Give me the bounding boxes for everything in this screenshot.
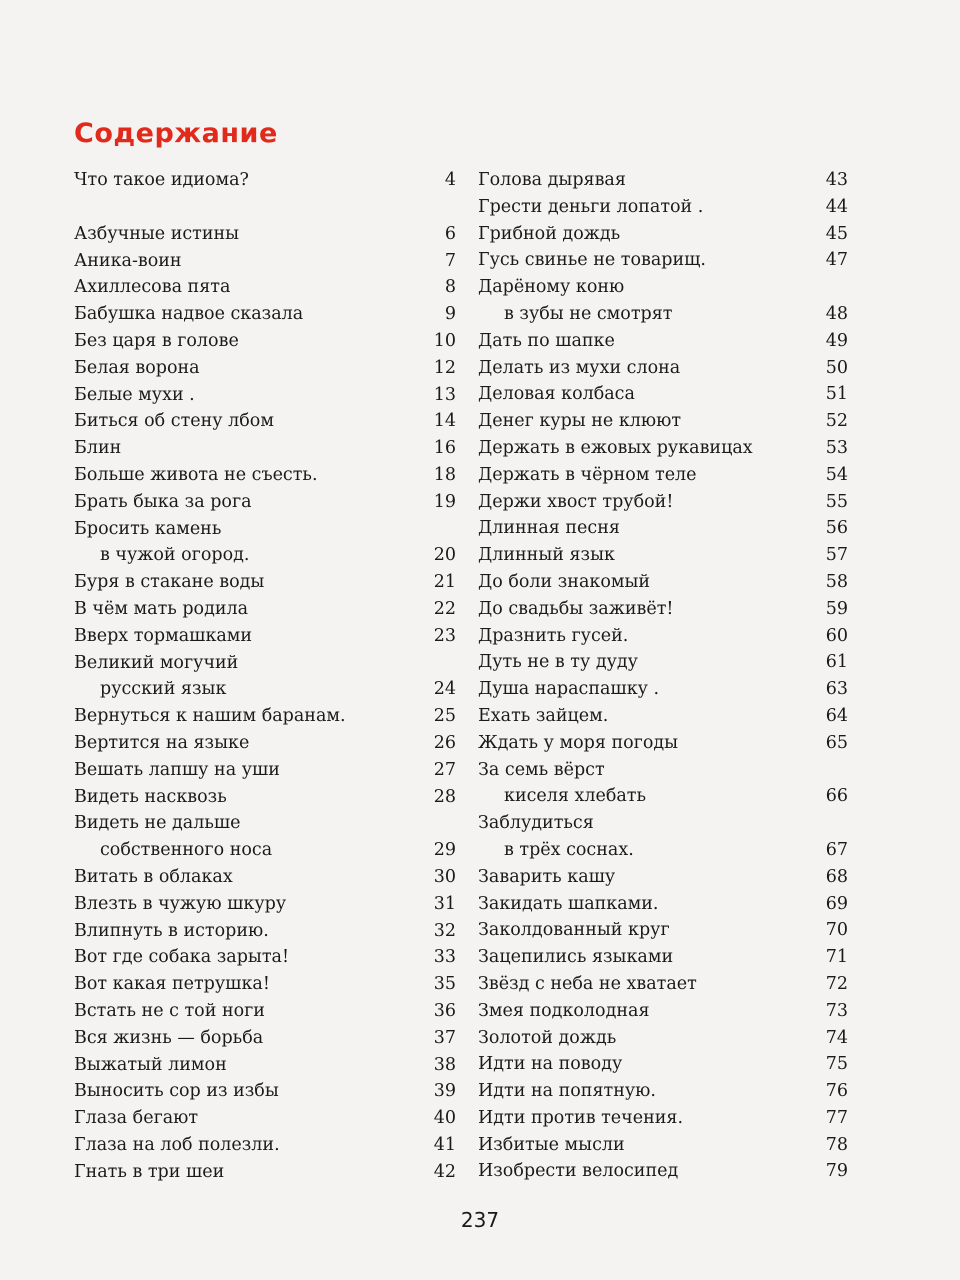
toc-entry-title: Заколдованный круг: [478, 920, 670, 941]
toc-entry: [478, 810, 848, 837]
toc-entry-page: 7: [444, 250, 456, 271]
toc-entry-title: Звёзд с неба не хватает: [478, 973, 697, 994]
toc-entry-page: 56: [825, 518, 848, 539]
toc-entry-page: 57: [825, 545, 848, 566]
toc-entry-page: 25: [433, 706, 456, 727]
toc-entry-page: 78: [825, 1134, 848, 1155]
toc-entry: [478, 194, 848, 221]
toc-entry: [74, 971, 456, 998]
toc-entry-title: Дать по шапке: [478, 330, 615, 351]
toc-entry: [74, 489, 456, 516]
toc-entry-title: Биться об стену лбом: [74, 411, 274, 432]
toc-entry-page: 63: [825, 679, 848, 700]
toc-entry-title: Держать в чёрном теле: [478, 464, 697, 485]
toc-entry-page: 22: [433, 598, 456, 619]
toc-entry-page: 79: [825, 1161, 848, 1182]
toc-entry: [478, 783, 848, 810]
toc-entry-page: 49: [825, 330, 848, 351]
toc-entry-title: Голова дырявая: [478, 170, 626, 190]
toc-entry-page: 47: [825, 250, 848, 271]
toc-entry-page: 60: [825, 625, 848, 646]
toc-entry-title: Вверх тормашками: [74, 625, 253, 646]
toc-entry-title: в зубы не смотрят: [504, 303, 673, 324]
toc-entry-page: 30: [433, 866, 456, 887]
toc-entry: [478, 515, 848, 542]
toc-entry-page: 74: [825, 1027, 848, 1048]
toc-entry-page: 23: [433, 625, 456, 646]
toc-entry-title: Брать быка за рога: [74, 491, 252, 512]
toc-entry-page: 16: [433, 438, 456, 459]
toc-entry: [74, 837, 456, 864]
toc-entry: [478, 167, 848, 194]
toc-entry-page: 31: [433, 893, 456, 914]
toc-entry-page: 70: [825, 920, 848, 941]
toc-entry-page: 68: [825, 866, 848, 887]
toc-entry-page: 55: [825, 491, 848, 512]
toc-entry: [478, 301, 848, 328]
toc-entry-page: 19: [433, 491, 456, 512]
toc-entry-title: До свадьбы заживёт!: [478, 598, 674, 619]
toc-entry-title: Бабушка надвое сказала: [74, 304, 304, 325]
toc-entry-page: 10: [433, 330, 456, 351]
toc-entry-title: Держать в ежовых рукавицах: [478, 437, 753, 458]
toc-entry: [478, 730, 848, 757]
toc-entry: [478, 864, 848, 891]
toc-entry: [478, 247, 848, 274]
toc-entry: [478, 1051, 848, 1078]
toc-entry: [478, 649, 848, 676]
toc-entry: [74, 1159, 456, 1186]
toc-column-left: [74, 167, 456, 1185]
toc-entry-title: Видеть насквозь: [74, 786, 227, 807]
toc-entry: [478, 1078, 848, 1105]
toc-entry-page: 40: [433, 1108, 456, 1129]
toc-entry-page: 58: [825, 571, 848, 592]
toc-entry-page: 66: [825, 786, 848, 807]
toc-entry: [478, 1158, 848, 1185]
toc-entry: [74, 167, 456, 194]
toc-entry-page: 6: [444, 223, 456, 244]
toc-entry-page: 24: [433, 679, 456, 700]
toc-entry-page: 48: [825, 303, 848, 324]
toc-entry-page: 64: [825, 705, 848, 726]
toc-entry-title: русский язык: [100, 679, 227, 700]
toc-entry-title: Дразнить гусей.: [478, 625, 629, 646]
toc-entry-page: 44: [825, 196, 848, 217]
toc-entry-page: 50: [825, 357, 848, 378]
toc-entry: [74, 301, 456, 328]
toc-entry-page: 14: [433, 411, 456, 432]
toc-entry-title: Идти на поводу: [478, 1054, 623, 1075]
toc-entry-title: Буря в стакане воды: [74, 572, 265, 593]
toc-entry: [74, 328, 456, 355]
toc-entry-title: киселя хлебать: [504, 786, 646, 807]
toc-entry: [478, 1105, 848, 1132]
toc-entry: [74, 623, 456, 650]
toc-entry: [74, 462, 456, 489]
toc-entry-title: Идти на попятную.: [478, 1081, 656, 1102]
toc-entry: [74, 891, 456, 918]
toc-entry: [478, 596, 848, 623]
toc-entry: [74, 944, 456, 971]
toc-entry-title: Делать из мухи слона: [478, 357, 681, 378]
toc-entry: [478, 462, 848, 489]
toc-entry-title: Влезть в чужую шкуру: [74, 893, 287, 914]
toc-entry-page: 13: [433, 384, 456, 405]
toc-entry-title: Гнать в три шеи: [74, 1161, 225, 1182]
toc-entry-title: В чём мать родила: [74, 598, 249, 619]
toc-entry-page: 75: [825, 1054, 848, 1075]
toc-entry-page: 52: [825, 411, 848, 432]
toc-entry-title: собственного носа: [100, 840, 273, 861]
toc-entry-title: Витать в облаках: [74, 866, 233, 887]
page-title: Содержание: [74, 118, 278, 149]
toc-entry: [74, 435, 456, 462]
toc-entry-page: 54: [825, 464, 848, 485]
toc-entry: [74, 1105, 456, 1132]
toc-entry: [74, 1052, 456, 1079]
toc-entry-title: Вертится на языке: [74, 732, 250, 753]
toc-entry-title: Душа нараспашку .: [478, 679, 660, 700]
toc-entry-page: 42: [433, 1161, 456, 1182]
toc-entry: [478, 355, 848, 382]
toc-entry: [478, 891, 848, 918]
toc-entry: [478, 757, 848, 784]
toc-entry-page: 12: [433, 357, 456, 378]
toc-entry: [74, 703, 456, 730]
toc-entry: [478, 489, 848, 516]
toc-entry-page: 32: [433, 920, 456, 941]
toc-entry-title: в чужой огород.: [100, 545, 250, 566]
toc-entry: [74, 757, 456, 784]
toc-entry-page: 77: [825, 1107, 848, 1128]
toc-entry: [478, 676, 848, 703]
toc-entry: [74, 355, 456, 382]
toc-entry-page: 33: [433, 947, 456, 968]
toc-entry-page: 53: [825, 437, 848, 458]
toc-entry-title: Длинная песня: [478, 518, 620, 539]
toc-column-right: [478, 167, 848, 1185]
toc-entry-page: 61: [825, 652, 848, 673]
toc-entry: [478, 1025, 848, 1052]
toc-entry-page: 41: [433, 1134, 456, 1155]
toc-entry: [478, 408, 848, 435]
toc-entry-title: Денег куры не клюют: [478, 411, 682, 432]
toc-entry-page: 71: [825, 947, 848, 968]
toc-entry: [74, 676, 456, 703]
toc-entry-page: 35: [433, 974, 456, 995]
toc-entry-page: 73: [825, 1000, 848, 1021]
toc-entry-title: Зацепились языками: [478, 947, 674, 968]
toc-entry: [478, 328, 848, 355]
toc-entry-page: 20: [433, 545, 456, 566]
toc-entry: [74, 650, 456, 677]
toc-entry-page: 27: [433, 759, 456, 780]
toc-entry-title: Грести деньги лопатой .: [478, 196, 704, 217]
toc-entry-page: 21: [433, 572, 456, 593]
toc-entry-title: Влипнуть в историю.: [74, 920, 269, 941]
toc-entry-title: Бросить камень: [74, 518, 222, 539]
toc-entry-title: Вот какая петрушка!: [74, 974, 270, 995]
toc-entry-page: 67: [825, 839, 848, 860]
toc-entry: [478, 703, 848, 730]
toc-entry: [478, 542, 848, 569]
toc-entry: [478, 435, 848, 462]
toc-entry: [74, 1132, 456, 1159]
toc-entry-page: 9: [444, 304, 456, 325]
toc-entry: [478, 837, 848, 864]
toc-entry-page: 51: [825, 384, 848, 405]
toc-entry: [478, 944, 848, 971]
toc-entry-title: Азбучные истины: [74, 223, 240, 244]
toc-entry-title: Что такое идиома?: [74, 170, 249, 190]
toc-entry: [478, 221, 848, 248]
toc-entry-title: Ехать зайцем.: [478, 705, 609, 726]
toc-entry: [74, 221, 456, 248]
toc-entry-page: 72: [825, 973, 848, 994]
toc-entry-title: Глаза бегают: [74, 1108, 199, 1129]
toc-entry: [74, 382, 456, 409]
toc-entry-page: 36: [433, 1000, 456, 1021]
toc-entry-title: Вся жизнь — борьба: [74, 1027, 264, 1048]
toc-entry-title: Избитые мысли: [478, 1134, 625, 1155]
toc-entry: [74, 516, 456, 543]
toc-entry-title: Белая ворона: [74, 357, 200, 378]
toc-entry: [74, 864, 456, 891]
toc-entry: [478, 917, 848, 944]
toc-entry: [74, 1025, 456, 1052]
toc-entry: [74, 784, 456, 811]
toc-entry-page: 65: [825, 732, 848, 753]
toc-entry-page: 4: [444, 170, 456, 190]
toc-entry-title: Грибной дождь: [478, 223, 621, 244]
toc-entry: [478, 274, 848, 301]
toc-entry: [74, 542, 456, 569]
page-number: 237: [460, 1208, 500, 1232]
toc-entry: [74, 569, 456, 596]
toc-entry-title: Больше живота не съесть.: [74, 464, 318, 485]
toc-entry-page: 18: [433, 464, 456, 485]
toc-entry-title: До боли знакомый: [478, 571, 651, 592]
toc-entry-page: 29: [433, 840, 456, 861]
toc-entry: [74, 596, 456, 623]
toc-entry-page: 8: [444, 277, 456, 298]
toc-entry-page: 26: [433, 732, 456, 753]
toc-entry: [478, 623, 848, 650]
toc-entry: [74, 1078, 456, 1105]
toc-entry-title: Встать не с той ноги: [74, 1000, 265, 1021]
toc-entry-title: Вешать лапшу на уши: [74, 759, 280, 780]
toc-entry-page: 43: [825, 170, 848, 190]
toc-entry-title: Змея подколодная: [478, 1000, 650, 1021]
toc-entry-page: 28: [433, 786, 456, 807]
toc-entry-title: Выносить сор из избы: [74, 1081, 279, 1102]
toc-entry-title: Глаза на лоб полезли.: [74, 1134, 280, 1155]
toc-entry-title: Видеть не дальше: [74, 813, 241, 834]
toc-entry-title: Великий могучий: [74, 652, 239, 673]
toc-entry-title: Дарёному коню: [478, 277, 625, 298]
toc-entry-title: Изобрести велосипед: [478, 1161, 679, 1182]
toc-entry: [74, 408, 456, 435]
toc-entry: [478, 1132, 848, 1159]
toc-entry-title: Выжатый лимон: [74, 1054, 227, 1075]
toc-entry-title: Длинный язык: [478, 545, 615, 566]
toc-entry: [74, 248, 456, 275]
toc-entry-title: Заблудиться: [478, 813, 594, 834]
toc-entry: [74, 810, 456, 837]
toc-entry-title: Деловая колбаса: [478, 384, 635, 405]
toc-entry-page: 39: [433, 1081, 456, 1102]
toc-entry-title: Без царя в голове: [74, 330, 239, 351]
toc-entry-title: Идти против течения.: [478, 1107, 684, 1128]
toc-entry: [74, 730, 456, 757]
toc-entry: [478, 569, 848, 596]
toc-entry-title: Белые мухи .: [74, 384, 195, 405]
toc-entry-title: Ахиллесова пята: [74, 277, 231, 298]
toc-entry-page: 76: [825, 1081, 848, 1102]
toc-entry: [74, 274, 456, 301]
toc-entry-title: Блин: [74, 438, 122, 459]
toc-entry-page: 45: [825, 223, 848, 244]
toc-entry: [74, 998, 456, 1025]
toc-entry-title: Закидать шапками.: [478, 893, 659, 914]
toc-entry: [74, 918, 456, 945]
toc-entry-page: 69: [825, 893, 848, 914]
toc-entry: [478, 381, 848, 408]
toc-entry: [478, 998, 848, 1025]
toc-entry-title: Заварить кашу: [478, 866, 616, 887]
toc-entry-title: в трёх соснах.: [504, 839, 634, 860]
toc-entry-title: Гусь свинье не товарищ.: [478, 250, 706, 271]
toc-entry-title: Держи хвост трубой!: [478, 491, 674, 512]
toc-entry-title: Ждать у моря погоды: [478, 732, 679, 753]
toc-entry-title: Золотой дождь: [478, 1027, 617, 1048]
toc-entry-title: Дуть не в ту дуду: [478, 652, 638, 673]
toc-entry-title: Вернуться к нашим баранам.: [74, 706, 346, 727]
toc-entry-title: Аника-воин: [74, 250, 182, 271]
toc-entry-title: За семь вёрст: [478, 759, 605, 780]
toc-entry-page: 37: [433, 1027, 456, 1048]
toc-entry-title: Вот где собака зарыта!: [74, 947, 289, 968]
toc-entry: [478, 971, 848, 998]
toc-entry-page: 59: [825, 598, 848, 619]
toc-entry-page: 38: [433, 1054, 456, 1075]
